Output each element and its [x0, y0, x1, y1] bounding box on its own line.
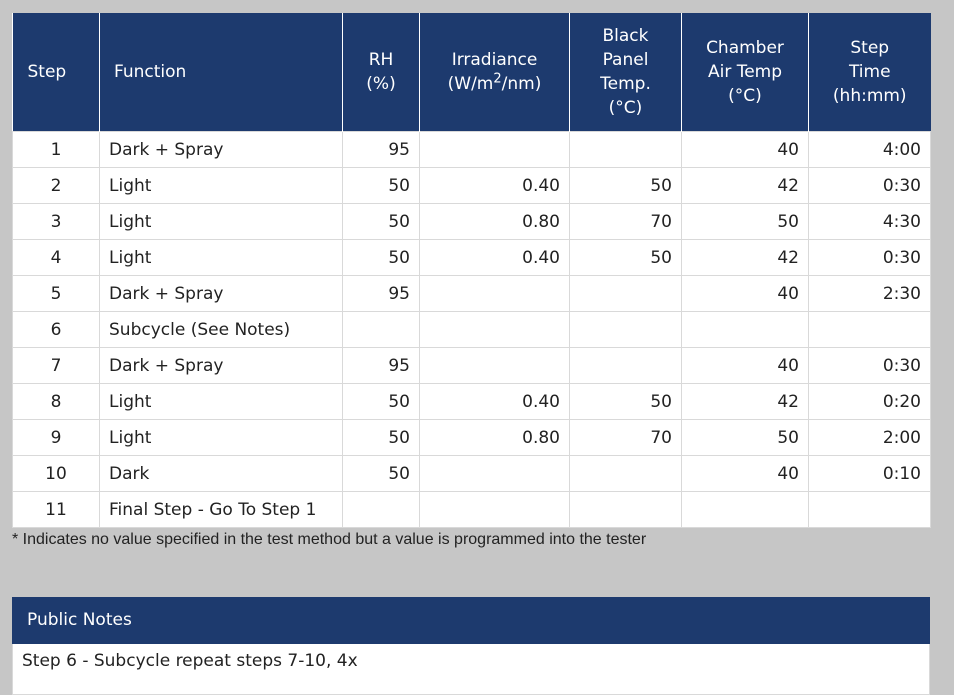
cell-step-time: 0:20	[809, 384, 931, 420]
cell-chamber-air-temp: 40	[682, 348, 809, 384]
cell-chamber-air-temp: 50	[682, 420, 809, 456]
header-step-time: Step Time (hh:mm)	[809, 13, 931, 132]
public-notes-panel	[12, 597, 930, 695]
cell-chamber-air-temp: 42	[682, 240, 809, 276]
cell-irradiance: 0.80	[420, 420, 570, 456]
cell-irradiance	[420, 492, 570, 528]
cell-chamber-air-temp: 40	[682, 456, 809, 492]
table-row	[13, 204, 931, 240]
cell-chamber-air-temp: 40	[682, 276, 809, 312]
public-notes-title: Public Notes	[12, 597, 930, 644]
cell-irradiance: 0.40	[420, 168, 570, 204]
cell-function: Light	[100, 420, 343, 456]
cell-rh: 95	[343, 132, 420, 168]
cell-rh	[343, 492, 420, 528]
cell-step: 6	[13, 312, 100, 348]
cell-step-time	[809, 312, 931, 348]
cell-function: Subcycle (See Notes)	[100, 312, 343, 348]
cell-irradiance	[420, 456, 570, 492]
cell-function: Light	[100, 168, 343, 204]
cell-step-time: 2:00	[809, 420, 931, 456]
cell-step: 7	[13, 348, 100, 384]
cell-chamber-air-temp	[682, 492, 809, 528]
cell-step-time: 0:10	[809, 456, 931, 492]
table-row	[13, 420, 931, 456]
cell-irradiance: 0.40	[420, 240, 570, 276]
footnote: * Indicates no value specified in the test method but a value is programmed into the tester	[12, 531, 647, 548]
cell-black-panel-temp	[570, 456, 682, 492]
cell-rh: 50	[343, 384, 420, 420]
cell-function: Light	[100, 384, 343, 420]
public-notes-text: Step 6 - Subcycle repeat steps 7-10, 4x	[12, 644, 930, 695]
cell-step-time: 2:30	[809, 276, 931, 312]
cell-function: Dark + Spray	[100, 132, 343, 168]
header-rh: RH (%)	[343, 13, 420, 132]
cell-step: 10	[13, 456, 100, 492]
cell-chamber-air-temp: 42	[682, 168, 809, 204]
cell-rh: 95	[343, 348, 420, 384]
table-row	[13, 492, 931, 528]
cell-step: 5	[13, 276, 100, 312]
cell-step-time: 0:30	[809, 168, 931, 204]
cell-rh	[343, 312, 420, 348]
header-step: Step	[13, 13, 100, 132]
cell-irradiance	[420, 132, 570, 168]
cell-rh: 50	[343, 240, 420, 276]
cell-black-panel-temp	[570, 132, 682, 168]
cell-black-panel-temp	[570, 312, 682, 348]
cell-function: Dark	[100, 456, 343, 492]
header-black-panel-temp: Black Panel Temp. (°C)	[570, 13, 682, 132]
cell-rh: 95	[343, 276, 420, 312]
table-header-row	[13, 13, 931, 132]
cell-step: 1	[13, 132, 100, 168]
table-row	[13, 384, 931, 420]
cell-function: Final Step - Go To Step 1	[100, 492, 343, 528]
cell-black-panel-temp: 50	[570, 384, 682, 420]
cell-irradiance: 0.40	[420, 384, 570, 420]
cell-function: Light	[100, 204, 343, 240]
cell-step: 2	[13, 168, 100, 204]
table-row	[13, 132, 931, 168]
cell-step: 4	[13, 240, 100, 276]
cell-step-time: 4:30	[809, 204, 931, 240]
header-chamber-air-temp: Chamber Air Temp (°C)	[682, 13, 809, 132]
cell-step-time	[809, 492, 931, 528]
table-row	[13, 312, 931, 348]
cell-irradiance: 0.80	[420, 204, 570, 240]
cell-rh: 50	[343, 420, 420, 456]
table-row	[13, 348, 931, 384]
cell-function: Dark + Spray	[100, 276, 343, 312]
table-row	[13, 168, 931, 204]
cell-chamber-air-temp: 42	[682, 384, 809, 420]
cell-step: 3	[13, 204, 100, 240]
cell-step: 11	[13, 492, 100, 528]
table-row	[13, 240, 931, 276]
header-irradiance: Irradiance $(W/m^2/nm)$	[420, 13, 570, 132]
cell-function: Dark + Spray	[100, 348, 343, 384]
test-cycle-table	[12, 13, 931, 528]
cell-chamber-air-temp: 50	[682, 204, 809, 240]
cell-rh: 50	[343, 456, 420, 492]
cell-irradiance	[420, 276, 570, 312]
cell-step-time: 4:00	[809, 132, 931, 168]
table-row	[13, 456, 931, 492]
cell-rh: 50	[343, 204, 420, 240]
cell-rh: 50	[343, 168, 420, 204]
table-row	[13, 276, 931, 312]
cell-black-panel-temp: 70	[570, 420, 682, 456]
cell-step-time: 0:30	[809, 348, 931, 384]
cell-chamber-air-temp: 40	[682, 132, 809, 168]
cell-function: Light	[100, 240, 343, 276]
cell-black-panel-temp	[570, 492, 682, 528]
cell-step-time: 0:30	[809, 240, 931, 276]
cell-black-panel-temp: 50	[570, 240, 682, 276]
cell-black-panel-temp	[570, 276, 682, 312]
cell-chamber-air-temp	[682, 312, 809, 348]
cell-irradiance	[420, 348, 570, 384]
cell-step: 9	[13, 420, 100, 456]
cell-black-panel-temp: 70	[570, 204, 682, 240]
header-function: Function	[100, 13, 343, 132]
cell-black-panel-temp	[570, 348, 682, 384]
cell-step: 8	[13, 384, 100, 420]
cell-irradiance	[420, 312, 570, 348]
cell-black-panel-temp: 50	[570, 168, 682, 204]
